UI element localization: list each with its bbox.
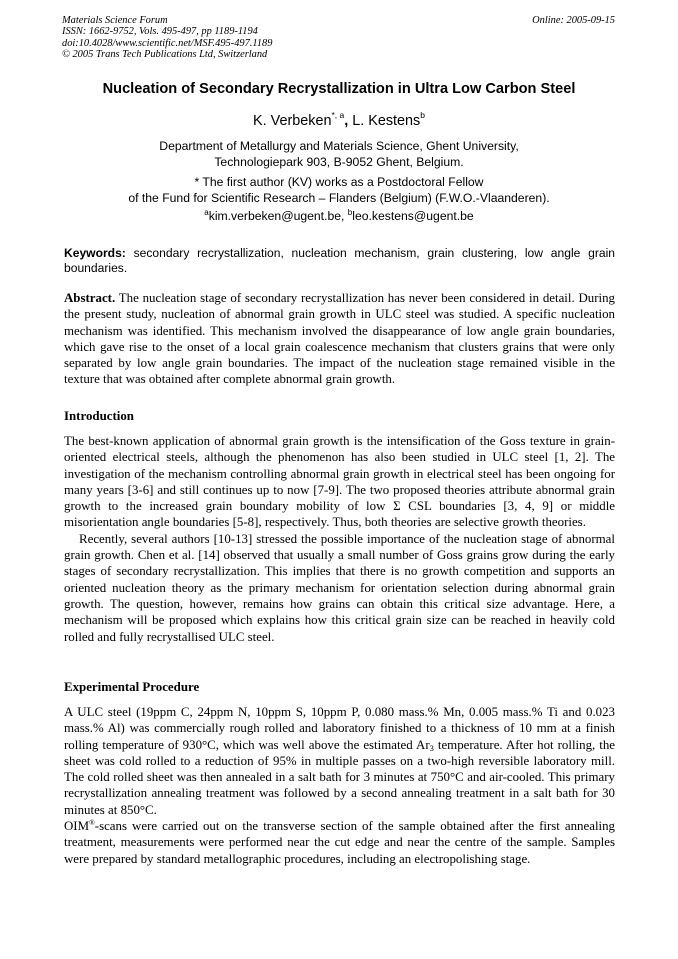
experimental-paragraph-2 [64, 818, 615, 867]
keywords-text: secondary recrystallization, nucleation mechanism, grain clustering, low angle grain boundaries. [64, 246, 615, 275]
author-2-marker: b [420, 110, 425, 120]
email-line [20, 209, 658, 225]
abstract-label: Abstract. [64, 291, 116, 305]
email-b-marker: b [347, 208, 353, 217]
paper-title: Nucleation of Secondary Recrystallization in Ultra Low Carbon Steel [102, 81, 576, 97]
introduction-paragraph-2: Recently, several authors [10-13] stressed the possible importance of the nucleation stage of abnormal grain growth. Chen et al. [14] observed that usually a small number of Goss grains grow during the early stages of secondary recrystallization. This implies that there is no growth competition and supports an oriented nucleation theory as the primary mechanism for orientation selection during abnormal grain growth. The question, however, remains how grains can obtain this critical size advantage. Here, a mechanism will be proposed which explains how this critical grain size can be reached in heavily cold rolled and fully recrystallised ULC steel. [64, 531, 615, 644]
author-note-line-2: of the Fund for Scientific Research – Flanders (Belgium) (F.W.O.-Vlaanderen). [128, 190, 550, 205]
online-date: Online: 2005-09-15 [532, 15, 615, 26]
email-a-marker: a [204, 208, 209, 217]
experimental-p2-text: -scans were carried out on the transverse section of the sample obtained after the first annealing treatment, measurements were performed near the cut edge and near the centre of the sample. Samples were prepared by standard metallographic procedures, including an electropolishing stage. [64, 819, 615, 866]
email-a: kim.verbeken@ugent.be [208, 209, 342, 223]
copyright-line: © 2005 Trans Tech Publications Ltd, Switzerland [62, 49, 268, 61]
author-2: L. Kestens [352, 113, 421, 129]
registered-mark: ® [89, 818, 95, 828]
experimental-body [64, 704, 615, 867]
experimental-p1-text-b: temperature. After hot rolling, the sheet was cold rolled to a reduction of 95% in multiple passes on a two-high reversible laboratory mill. The cold rolled sheet was then annealed in a salt bath for 3 minutes at 750°C and air-cooled. This primary recrystallization annealing treatment was followed by a second annealing treatment in a salt bath for 30 minutes at 850°C. [64, 737, 615, 817]
email-separator: , [341, 209, 348, 223]
author-1-marker: *, a [331, 110, 345, 120]
experimental-p1-text-a: A ULC steel (19ppm C, 24ppm N, 10ppm S, 10ppm P, 0.080 mass.% Mn, 0.005 mass.% Ti and 0.023 mass.% Al) was commercially rough rolled and laboratory finished to a thickness of 10 mm at a finish rolling temperature of 930°C, which was well above the estimated Ar [64, 705, 615, 752]
oim-label: OIM [64, 819, 90, 834]
affiliation-line-1: Department of Metallurgy and Materials Science, Ghent University, [159, 139, 519, 153]
doi-line: doi:10.4028/www.scientific.net/MSF.495-497.1189 [62, 37, 273, 49]
journal-header [62, 15, 615, 61]
introduction-body [64, 433, 615, 645]
author-note [20, 175, 658, 206]
affiliation-line-2: Technologiepark 903, B-9052 Ghent, Belgium. [214, 154, 464, 169]
author-line [20, 110, 658, 129]
affiliation [20, 139, 658, 170]
author-1: K. Verbeken [253, 113, 332, 129]
email-b: leo.kestens@ugent.be [352, 209, 474, 223]
introduction-heading: Introduction [64, 409, 134, 423]
experimental-heading: Experimental Procedure [64, 680, 200, 694]
ar3-subscript: 3 [429, 742, 434, 753]
introduction-paragraph-1: The best-known application of abnormal grain growth is the intensification of the Goss texture in grain-oriented electrical steels, although the phenomenon has also been studied in ULC steel [1, 2]. The investigation of the mechanism controlling abnormal grain growth in electrical steel has been ongoing for many years [3-6] and still continues up to now [7-9]. The two proposed theories attribute abnormal grain growth to the increased grain boundary mobility of low Σ CSL boundaries [3, 4, 9] or middle misorientation angle boundaries [5-8], respectively. Thus, both theories are selective growth theories. [64, 434, 615, 530]
abstract-text: The nucleation stage of secondary recrystallization has never been considered in detail. During the present study, nucleation of abnormal grain growth in ULC steel was studied. A specific nucleation mechanism was identified. This mechanism involved the disappearance of low angle grain boundaries, which gave rise to the onset of a local grain coalescence mechanism that clusters grains that were only separated by low angle grain boundaries. The impact of the nucleation stage remained visible in the texture that was obtained after complete abnormal grain growth. [64, 291, 615, 387]
abstract [64, 290, 615, 388]
keywords-label: Keywords: [64, 246, 126, 260]
keywords [64, 246, 615, 276]
issn-line: ISSN: 1662-9752, Vols. 495-497, pp 1189-1194 [62, 26, 258, 38]
experimental-paragraph-1 [64, 704, 615, 818]
journal-name: Materials Science Forum [62, 15, 168, 26]
author-note-line-1: * The first author (KV) works as a Postdoctoral Fellow [194, 175, 484, 189]
author-separator: , [344, 113, 353, 129]
